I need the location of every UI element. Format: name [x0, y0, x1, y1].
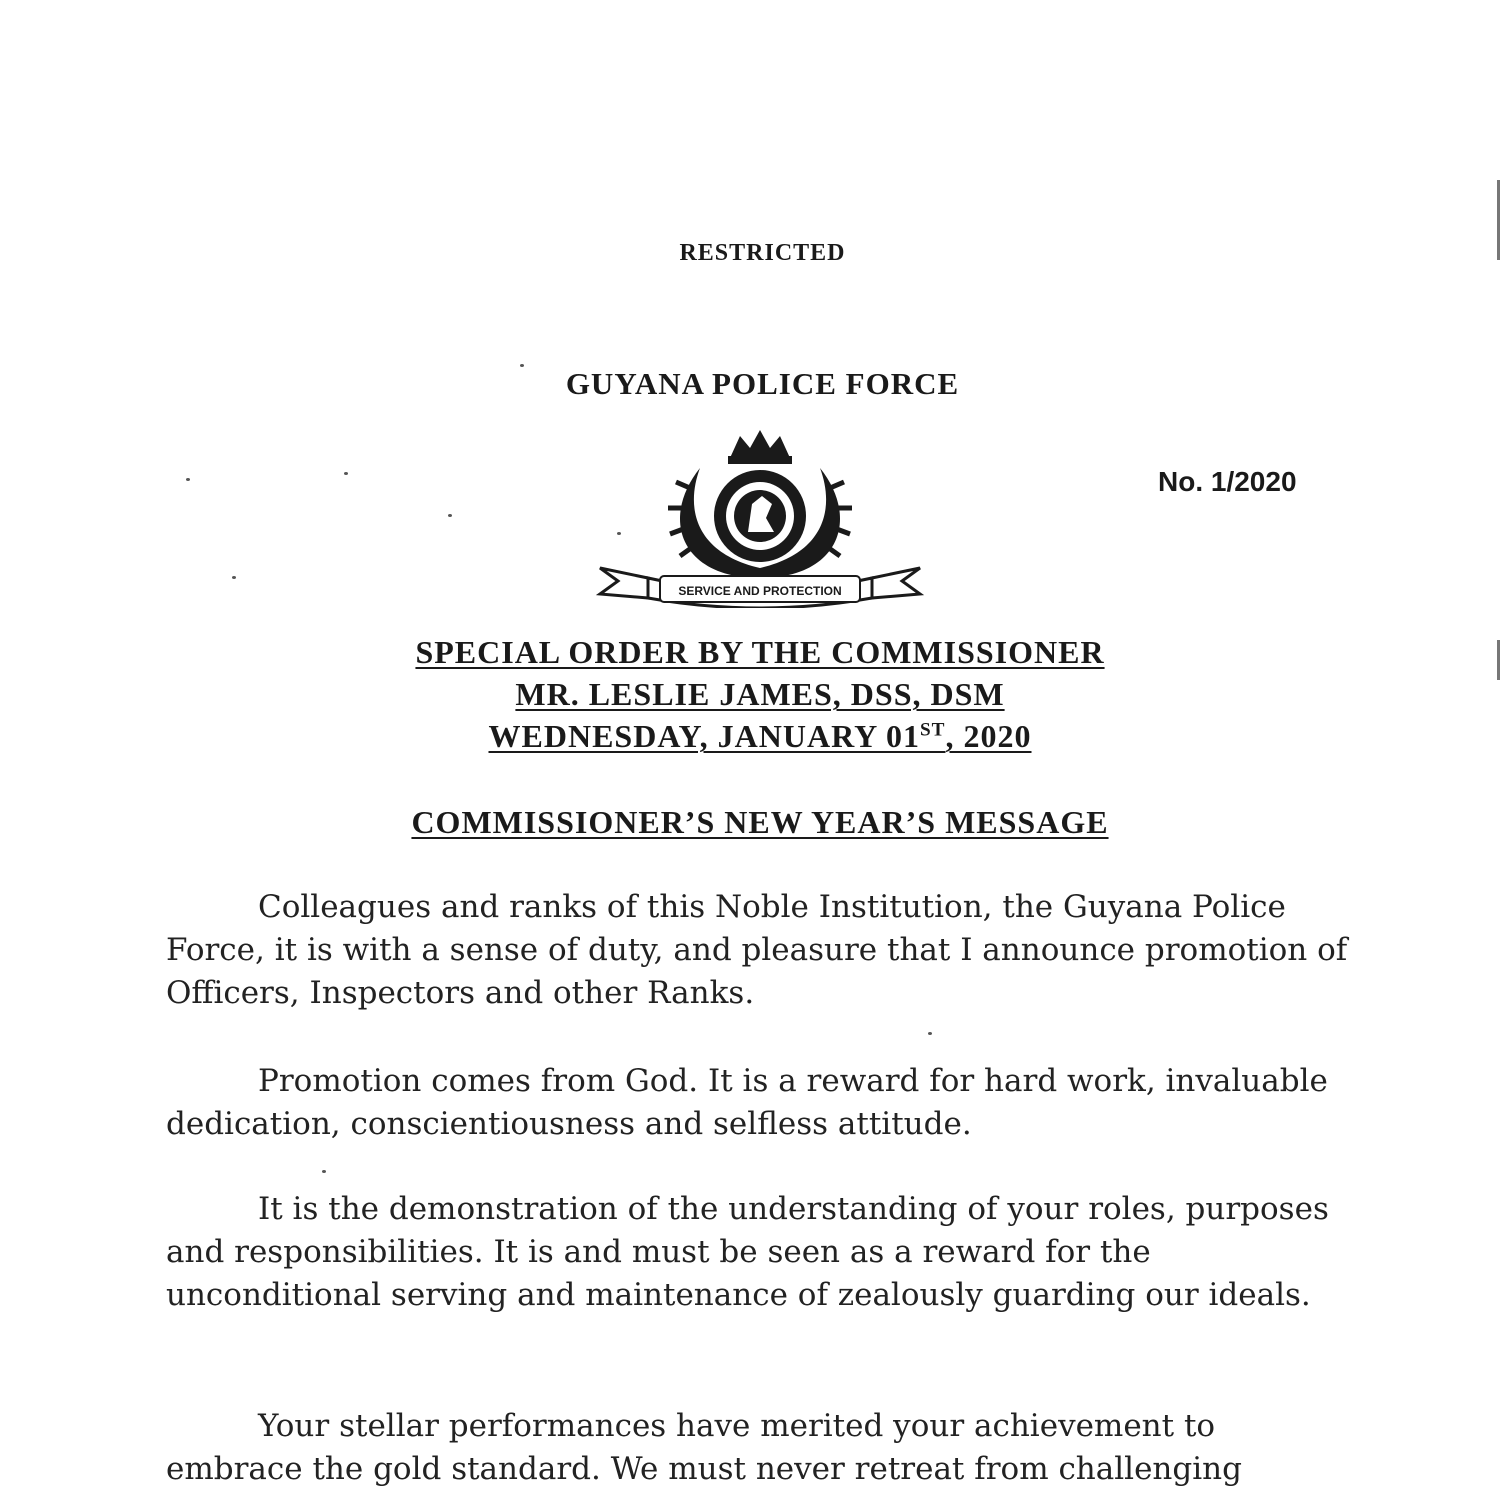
message-title: COMMISSIONER’S NEW YEAR’S MESSAGE: [411, 804, 1109, 840]
scan-speck: [448, 514, 452, 517]
scan-speck: [322, 1170, 326, 1173]
order-heading-line1: SPECIAL ORDER BY THE COMMISSIONER: [415, 634, 1105, 670]
paragraph-2: Promotion comes from God. It is a reward for hard work, invaluable dedication, conscientiousness and selfless attitude.: [166, 1063, 1328, 1142]
paragraph-1: Colleagues and ranks of this Noble Institution, the Guyana Police Force, it is with a sense of duty, and pleasure that I announce promotion of Officers, Inspectors and other Ranks.: [166, 889, 1348, 1011]
police-crest-emblem: [590, 428, 930, 608]
crest-motto: SERVICE AND PROTECTION: [678, 584, 842, 598]
scan-speck: [232, 576, 236, 579]
scan-speck: [344, 472, 348, 475]
classification-label: RESTRICTED: [679, 240, 846, 266]
organization-title: GUYANA POLICE FORCE: [565, 366, 960, 401]
scan-speck: [520, 364, 524, 367]
order-heading-date: WEDNESDAY, JANUARY 01ST, 2020: [488, 718, 1032, 754]
paragraph-4: Your stellar performances have merited your achievement to embrace the gold standard. We must never retreat from challenging: [166, 1408, 1242, 1487]
order-heading-line2: MR. LESLIE JAMES, DSS, DSM: [515, 676, 1005, 712]
scan-speck: [928, 1032, 932, 1035]
scan-speck: [186, 478, 190, 481]
order-number: No. 1/2020: [1158, 466, 1297, 497]
paragraph-3: It is the demonstration of the understanding of your roles, purposes and responsibilities. It is and must be seen as a reward for the unconditional serving and maintenance of zealously guarding our ideals.: [166, 1191, 1329, 1313]
scan-speck: [617, 532, 621, 535]
